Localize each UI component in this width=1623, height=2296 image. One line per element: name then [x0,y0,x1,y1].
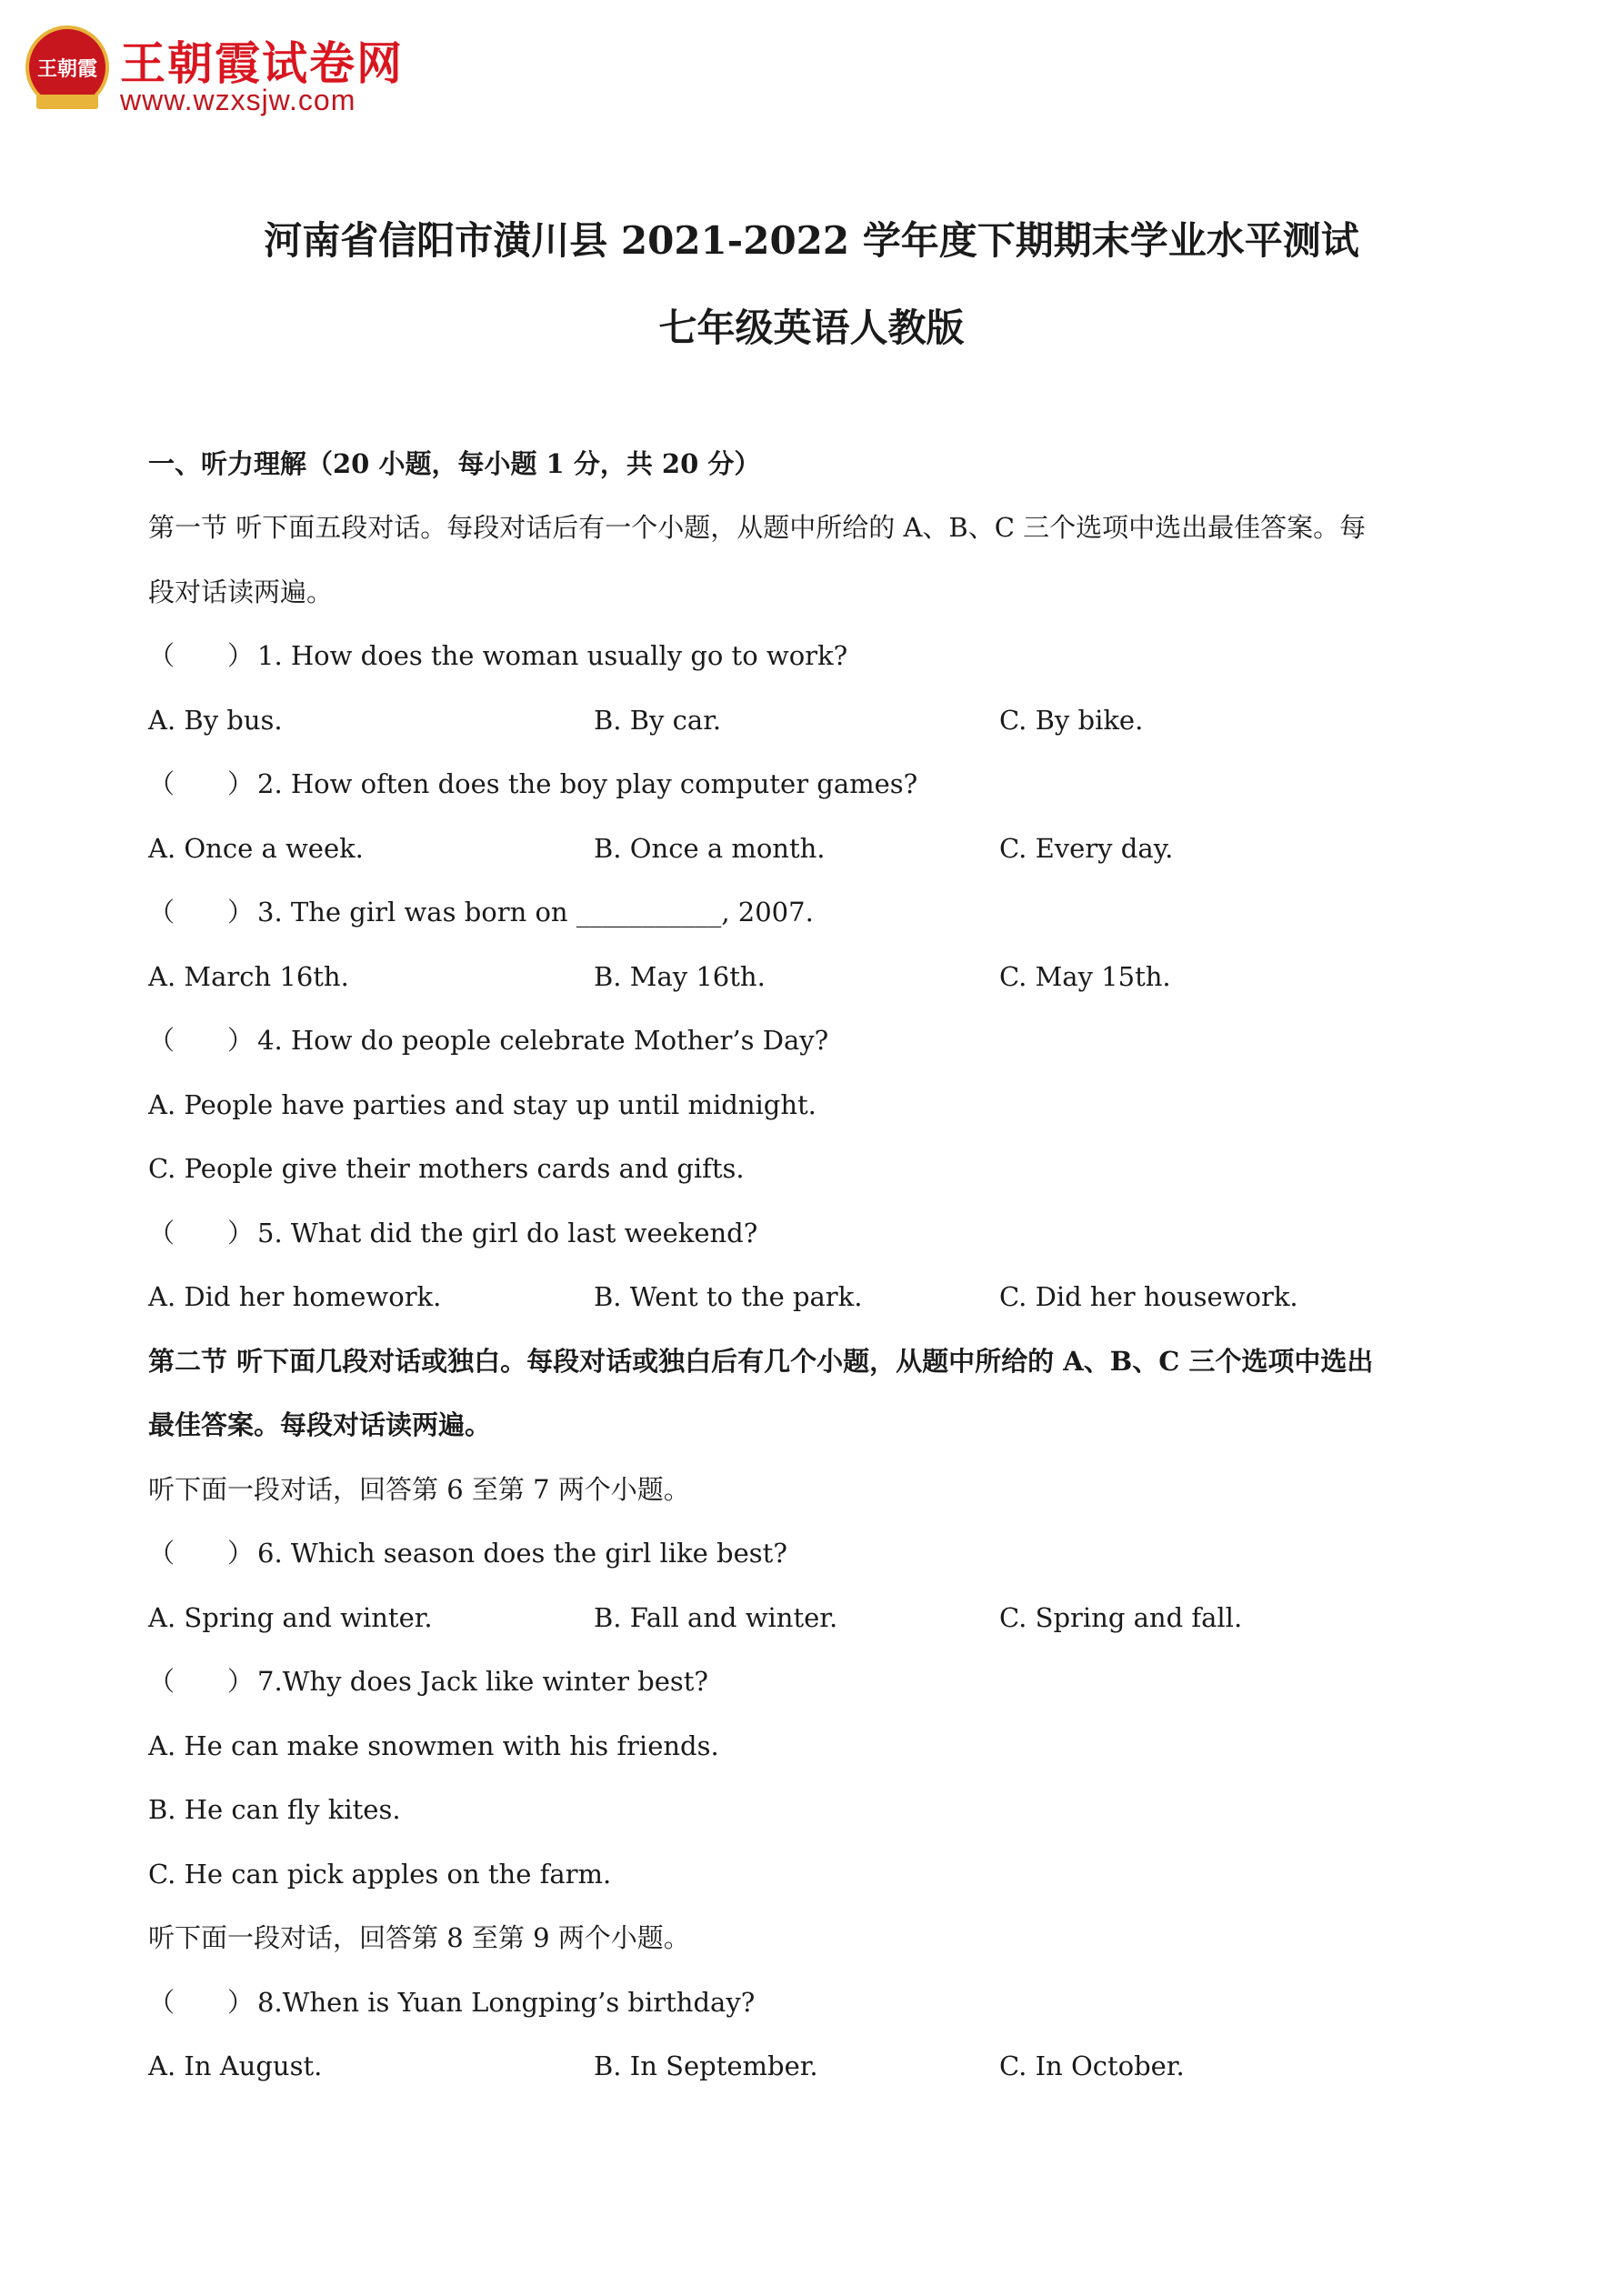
answer-blank: （ ） [148,1025,255,1056]
option-a: A. Spring and winter. [148,1602,433,1633]
option-b: B. In September. [594,2050,818,2081]
group1-intro: 听下面一段对话，回答第 6 至第 7 两个小题。 [148,1474,690,1505]
question-2: （ ） 2. How often does the boy play computer games? [148,768,918,799]
option-a: A. Did her homework. [148,1281,442,1312]
option-c: C. In October. [999,2050,1185,2081]
seal-icon: 王朝霞 [25,25,109,109]
part2-instruction-line2: 最佳答案。每段对话读两遍。 [148,1409,492,1440]
option-b: B. By car. [594,705,722,736]
answer-blank: （ ） [148,1218,255,1248]
section-heading: 一、听力理解（20 小题，每小题 1 分，共 20 分） [148,448,761,479]
question-3: （ ） 3. The girl was born on ___________, 2007. [148,897,814,927]
question-4: （ ） 4. How do people celebrate Mother’s Day? [148,1025,829,1056]
option-b: B. Fall and winter. [594,1602,838,1633]
answer-blank: （ ） [148,1538,255,1569]
option-c: C. Every day. [999,833,1174,864]
question-7-option-b: B. He can fly kites. [148,1794,401,1825]
answer-blank: （ ） [148,768,255,799]
exam-subtitle: 七年级英语人教版 [658,306,965,350]
answer-blank: （ ） [148,640,255,671]
question-6: （ ） 6. Which season does the girl like best? [148,1538,787,1569]
question-5: （ ） 5. What did the girl do last weekend? [148,1218,758,1248]
answer-blank: （ ） [148,1987,255,2018]
option-b: B. Once a month. [594,833,826,864]
question-4-option-a: A. People have parties and stay up until midnight. [148,1089,817,1120]
option-a: A. By bus. [148,705,283,736]
part1-instruction-line2: 段对话读两遍。 [148,577,334,607]
option-a: A. March 16th. [148,961,349,992]
question-8: （ ） 8.When is Yuan Longping’s birthday? [148,1987,756,2018]
option-a: A. In August. [148,2050,323,2081]
answer-blank: （ ） [148,1666,255,1697]
option-b: B. Went to the park. [594,1281,863,1312]
question-7: （ ） 7.Why does Jack like winter best? [148,1666,708,1697]
option-a: A. Once a week. [148,833,364,864]
option-c: C. Spring and fall. [999,1602,1243,1633]
site-url: www.wzxsjw.com [120,84,356,116]
part1-instruction-line1: 第一节 听下面五段对话。每段对话后有一个小题，从题中所给的 A、B、C 三个选项中选出最佳答案。每 [148,512,1367,543]
question-7-option-a: A. He can make snowmen with his friends. [148,1730,719,1761]
question-1: （ ） 1. How does the woman usually go to work? [148,640,848,671]
option-c: C. By bike. [999,705,1144,736]
option-c: C. Did her housework. [999,1281,1298,1312]
question-4-option-c: C. People give their mothers cards and gifts. [148,1153,745,1184]
option-b: B. May 16th. [594,961,766,992]
option-c: C. May 15th. [999,961,1171,992]
seal-ribbon [36,95,98,109]
question-7-option-c: C. He can pick apples on the farm. [148,1859,612,1890]
group2-intro: 听下面一段对话，回答第 8 至第 9 两个小题。 [148,1922,690,1953]
site-logo [25,25,407,116]
exam-title: 河南省信阳市潢川县 2021-2022 学年度下期期末学业水平测试 [264,218,1359,263]
site-name: 王朝霞试卷网 [120,37,404,90]
answer-blank: （ ） [148,897,255,927]
part2-instruction-line1: 第二节 听下面几段对话或独白。每段对话或独白后有几个小题，从题中所给的 A、B、C 三个选项中选出 [148,1346,1374,1377]
